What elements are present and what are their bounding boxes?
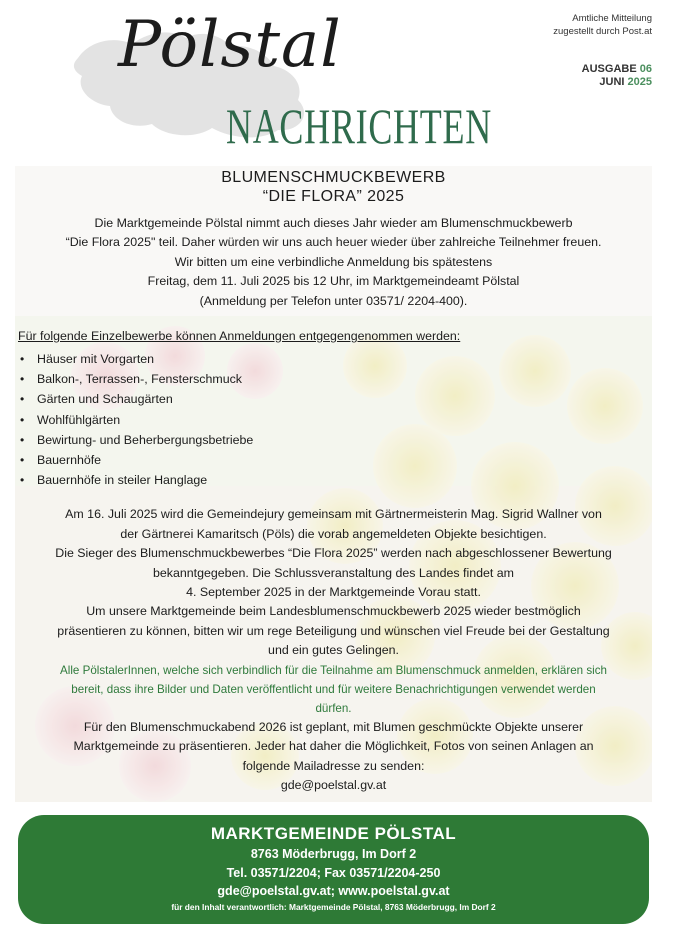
categories-list [15, 349, 652, 490]
list-item [15, 450, 652, 470]
issue-label: AUSGABE [581, 63, 637, 75]
intro-line: Die Marktgemeinde Pölstal nimmt auch dieses Jahr wieder am Blumenschmuckbewerb [94, 216, 573, 230]
registration-phone-line: (Anmeldung per Telefon unter 03571/ 2204-400). [199, 293, 468, 308]
bullet: • [20, 412, 25, 427]
bullet: • [20, 453, 25, 468]
article-headline: BLUMENSCHMUCKBEWERB [221, 169, 446, 186]
list-item [15, 470, 652, 490]
notice-line-2: zugestellt durch Post.at [553, 26, 652, 37]
bullet: • [20, 352, 25, 367]
contact-footer [18, 815, 649, 924]
intro-line: “Die Flora 2025" teil. Daher würden wir uns auch heuer wieder über zahlreiche Teilnehmer freuen. [65, 235, 602, 250]
categories-lead: Für folgende Einzelbewerbe können Anmeldungen entgegengenommen werden: [18, 329, 461, 344]
list-item-label: Bewirtung- und Beherbergungsbetriebe [37, 432, 254, 447]
jury-line: Am 16. Juli 2025 wird die Gemeindejury gemeinsam mit Gärtnermeisterin Mag. Sigrid Wallner von [65, 507, 602, 522]
bullet: • [20, 473, 25, 488]
jury-line: und ein gutes Gelingen. [268, 643, 399, 658]
list-item [15, 349, 652, 369]
jury-line: Um unsere Marktgemeinde beim Landesblumenschmuckbewerb 2025 wieder bestmöglich [86, 604, 581, 619]
jury-line: der Gärtnerei Kamaritsch (Pöls) die vorab angemeldeten Objekte besichtigen. [120, 526, 547, 541]
footer-address: 8763 Möderbrugg, Im Dorf 2 [250, 847, 417, 861]
list-item [15, 389, 652, 409]
consent-line: bereit, dass ihre Bilder und Daten veröffentlicht und für weitere Benachrichtigungen verwendet werden [71, 682, 596, 696]
issue-month: JUNI [599, 76, 625, 88]
masthead-title: Pölstal [118, 8, 342, 82]
issue-number: 06 [639, 63, 652, 75]
contact-email-link[interactable]: gde@poelstal.gv.at [280, 777, 387, 792]
outlook-line: folgende Mailadresse zu senden: [242, 758, 425, 773]
article-panel [15, 166, 652, 802]
list-item [15, 369, 652, 389]
bullet: • [20, 392, 25, 407]
official-notice [452, 12, 652, 38]
intro-paragraph [15, 214, 652, 311]
article-content [15, 166, 652, 795]
consent-line: dürfen. [315, 701, 352, 715]
bullet: • [20, 372, 25, 387]
intro-line: Wir bitten um eine verbindliche Anmeldung bis spätestens [174, 254, 493, 269]
consent-paragraph [15, 661, 652, 718]
outlook-line: Marktgemeinde zu präsentieren. Jeder hat daher die Möglichkeit, Fotos von seinen Anlagen an [73, 739, 594, 754]
footer-municipality-name: MARKTGEMEINDE PÖLSTAL [210, 824, 457, 843]
article-subheadline: “DIE FLORA” 2025 [262, 188, 405, 205]
footer-imprint: für den Inhalt verantwortlich: Marktgemeinde Pölstal, 8763 Möderbrugg, Im Dorf 2 [171, 901, 496, 912]
outlook-paragraph [15, 718, 652, 796]
footer-phone: Tel. 03571/2204; Fax 03571/2204-250 [226, 865, 441, 880]
issue-year: 2025 [627, 76, 652, 88]
notice-line-1: Amtliche Mitteilung [572, 13, 652, 24]
outlook-line: Für den Blumenschmuckabend 2026 ist geplant, mit Blumen geschmückte Objekte unserer [83, 719, 584, 734]
deadline-line: Freitag, dem 11. Juli 2025 bis 12 Uhr, im Marktgemeindeamt Pölstal [147, 274, 520, 289]
jury-line: Die Sieger des Blumenschmuckbewerbes “Die Flora 2025” werden nach abgeschlossener Bewertung [55, 546, 612, 561]
masthead-subtitle: NACHRICHTEN [226, 98, 492, 154]
jury-paragraph [15, 505, 652, 660]
list-item [15, 410, 652, 430]
footer-web-links[interactable]: gde@poelstal.gv.at; www.poelstal.gv.at [217, 884, 450, 898]
list-item-label: Bauernhöfe [37, 453, 102, 468]
jury-line: präsentieren zu können, bitten wir um rege Beteiligung und wünschen viel Freude bei der Gestaltung [57, 623, 610, 638]
list-item-label: Bauernhöfe in steiler Hanglage [37, 473, 208, 488]
list-item-label: Häuser mit Vorgarten [37, 352, 155, 367]
list-item-label: Wohlfühlgärten [37, 412, 121, 427]
list-item-label: Balkon-, Terrassen-, Fensterschmuck [37, 372, 242, 387]
list-item-label: Gärten und Schaugärten [37, 392, 173, 407]
list-item [15, 430, 652, 450]
consent-line: Alle PölstalerInnen, welche sich verbindlich für die Teilnahme am Blumenschmuck anmelden, erklären sich [60, 663, 607, 677]
final-event-line: 4. September 2025 in der Marktgemeinde Vorau statt. [186, 585, 481, 600]
issue-info [582, 63, 652, 89]
bullet: • [20, 432, 25, 447]
jury-line: bekanntgegeben. Die Schlussveranstaltung des Landes findet am [153, 565, 514, 580]
